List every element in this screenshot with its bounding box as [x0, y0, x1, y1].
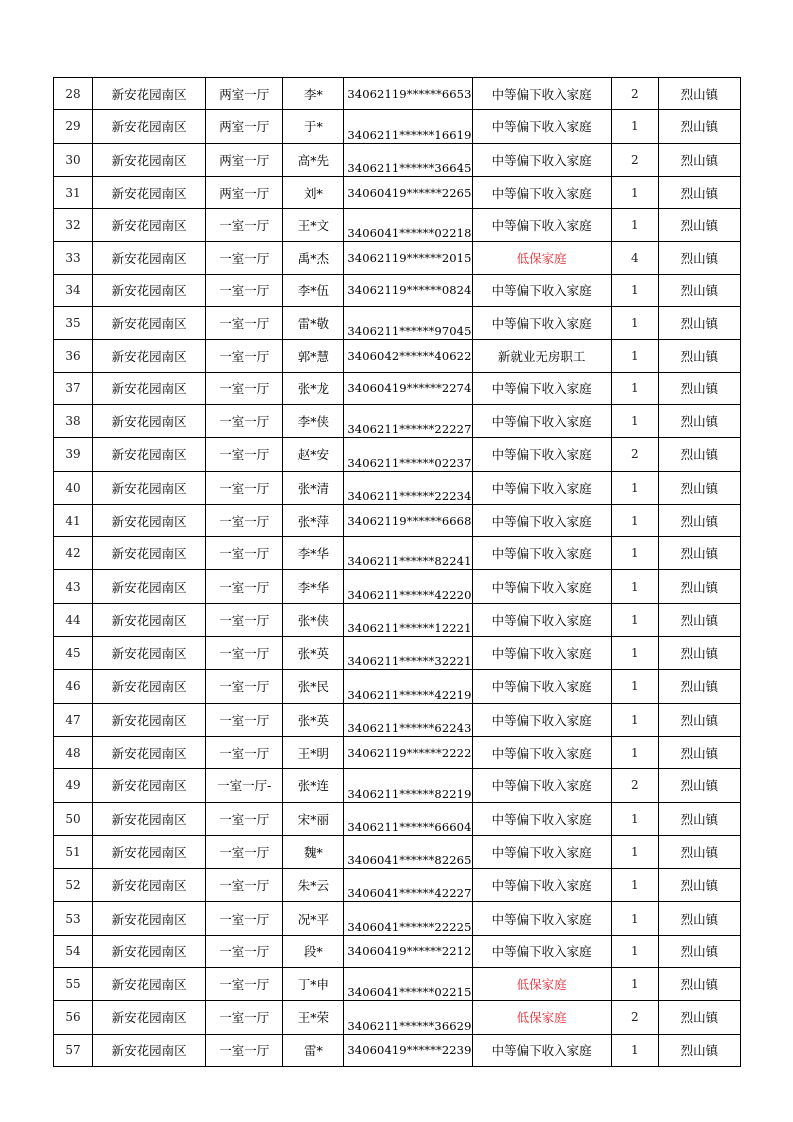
row-number: 41 — [54, 504, 93, 536]
row-number: 34 — [54, 274, 93, 306]
town-cell: 烈山镇 — [658, 637, 740, 670]
unit-type-cell: 一室一厅 — [206, 968, 283, 1001]
category-cell: 中等偏下收入家庭 — [472, 143, 611, 176]
category-cell: 中等偏下收入家庭 — [472, 670, 611, 703]
id-number-cell: 3406211******66604 — [344, 802, 472, 835]
household-size-cell: 1 — [611, 902, 658, 935]
area-cell: 新安花园南区 — [93, 504, 206, 536]
row-number: 33 — [54, 242, 93, 274]
table-row — [54, 769, 741, 802]
category-cell: 中等偏下收入家庭 — [472, 274, 611, 306]
household-size-cell: 1 — [611, 802, 658, 835]
category-cell: 中等偏下收入家庭 — [472, 404, 611, 437]
name-cell: 李* — [283, 78, 344, 110]
area-cell: 新安花园南区 — [93, 736, 206, 768]
row-number: 53 — [54, 902, 93, 935]
table-row — [54, 307, 741, 340]
name-cell: 段* — [283, 935, 344, 967]
town-cell: 烈山镇 — [658, 176, 740, 208]
name-cell: 赵*安 — [283, 438, 344, 471]
town-cell: 烈山镇 — [658, 110, 740, 143]
town-cell: 烈山镇 — [658, 471, 740, 504]
category-cell: 低保家庭 — [472, 968, 611, 1001]
id-number-cell: 3406211******22234 — [344, 471, 472, 504]
name-cell: 宋*丽 — [283, 802, 344, 835]
household-size-cell: 1 — [611, 570, 658, 603]
name-cell: 张*清 — [283, 471, 344, 504]
unit-type-cell: 一室一厅 — [206, 1034, 283, 1066]
category-cell: 中等偏下收入家庭 — [472, 603, 611, 636]
area-cell: 新安花园南区 — [93, 78, 206, 110]
row-number: 36 — [54, 340, 93, 372]
area-cell: 新安花园南区 — [93, 471, 206, 504]
name-cell: 张*民 — [283, 670, 344, 703]
name-cell: 禹*杰 — [283, 242, 344, 274]
table-row — [54, 209, 741, 242]
category-cell: 中等偏下收入家庭 — [472, 209, 611, 242]
unit-type-cell: 一室一厅 — [206, 570, 283, 603]
row-number: 43 — [54, 570, 93, 603]
area-cell: 新安花园南区 — [93, 209, 206, 242]
area-cell: 新安花园南区 — [93, 404, 206, 437]
household-size-cell: 1 — [611, 307, 658, 340]
household-size-cell: 1 — [611, 703, 658, 736]
id-number-cell: 3406211******42219 — [344, 670, 472, 703]
area-cell: 新安花园南区 — [93, 274, 206, 306]
id-number-cell: 3406211******16619 — [344, 110, 472, 143]
area-cell: 新安花园南区 — [93, 802, 206, 835]
category-cell: 中等偏下收入家庭 — [472, 372, 611, 404]
town-cell: 烈山镇 — [658, 307, 740, 340]
town-cell: 烈山镇 — [658, 1034, 740, 1066]
unit-type-cell: 一室一厅- — [206, 769, 283, 802]
category-cell: 中等偏下收入家庭 — [472, 869, 611, 902]
name-cell: 王*荣 — [283, 1001, 344, 1034]
name-cell: 张*英 — [283, 703, 344, 736]
table-row — [54, 1034, 741, 1066]
row-number: 49 — [54, 769, 93, 802]
town-cell: 烈山镇 — [658, 274, 740, 306]
area-cell: 新安花园南区 — [93, 176, 206, 208]
row-number: 45 — [54, 637, 93, 670]
table-row — [54, 935, 741, 967]
town-cell: 烈山镇 — [658, 935, 740, 967]
town-cell: 烈山镇 — [658, 736, 740, 768]
table-row — [54, 537, 741, 570]
unit-type-cell: 一室一厅 — [206, 242, 283, 274]
unit-type-cell: 一室一厅 — [206, 307, 283, 340]
table-row — [54, 637, 741, 670]
id-number-cell: 3406211******97045 — [344, 307, 472, 340]
household-size-cell: 4 — [611, 242, 658, 274]
row-number: 50 — [54, 802, 93, 835]
row-number: 46 — [54, 670, 93, 703]
table-row — [54, 736, 741, 768]
table-row — [54, 110, 741, 143]
household-size-cell: 1 — [611, 176, 658, 208]
table-row — [54, 968, 741, 1001]
row-number: 30 — [54, 143, 93, 176]
category-cell: 中等偏下收入家庭 — [472, 935, 611, 967]
row-number: 56 — [54, 1001, 93, 1034]
town-cell: 烈山镇 — [658, 835, 740, 868]
household-size-cell: 2 — [611, 438, 658, 471]
table-row — [54, 504, 741, 536]
table-row — [54, 340, 741, 372]
name-cell: 雷* — [283, 1034, 344, 1066]
area-cell: 新安花园南区 — [93, 835, 206, 868]
unit-type-cell: 两室一厅 — [206, 78, 283, 110]
town-cell: 烈山镇 — [658, 968, 740, 1001]
area-cell: 新安花园南区 — [93, 769, 206, 802]
row-number: 28 — [54, 78, 93, 110]
id-number-cell: 3406041******22225 — [344, 902, 472, 935]
name-cell: 魏* — [283, 835, 344, 868]
unit-type-cell: 一室一厅 — [206, 603, 283, 636]
area-cell: 新安花园南区 — [93, 637, 206, 670]
name-cell: 张*英 — [283, 637, 344, 670]
category-cell: 中等偏下收入家庭 — [472, 902, 611, 935]
id-number-cell: 3406211******12221 — [344, 603, 472, 636]
category-cell: 中等偏下收入家庭 — [472, 176, 611, 208]
category-cell: 中等偏下收入家庭 — [472, 769, 611, 802]
household-size-cell: 1 — [611, 372, 658, 404]
unit-type-cell: 一室一厅 — [206, 1001, 283, 1034]
id-number-cell: 34062119******2222 — [344, 736, 472, 768]
household-size-cell: 1 — [611, 736, 658, 768]
town-cell: 烈山镇 — [658, 404, 740, 437]
row-number: 42 — [54, 537, 93, 570]
area-cell: 新安花园南区 — [93, 110, 206, 143]
category-cell: 中等偏下收入家庭 — [472, 438, 611, 471]
name-cell: 李*华 — [283, 537, 344, 570]
area-cell: 新安花园南区 — [93, 242, 206, 274]
area-cell: 新安花园南区 — [93, 438, 206, 471]
area-cell: 新安花园南区 — [93, 603, 206, 636]
area-cell: 新安花园南区 — [93, 935, 206, 967]
unit-type-cell: 一室一厅 — [206, 438, 283, 471]
category-cell: 中等偏下收入家庭 — [472, 703, 611, 736]
name-cell: 况*平 — [283, 902, 344, 935]
unit-type-cell: 一室一厅 — [206, 637, 283, 670]
unit-type-cell: 一室一厅 — [206, 703, 283, 736]
row-number: 32 — [54, 209, 93, 242]
name-cell: 张*龙 — [283, 372, 344, 404]
unit-type-cell: 一室一厅 — [206, 471, 283, 504]
town-cell: 烈山镇 — [658, 372, 740, 404]
category-cell: 中等偏下收入家庭 — [472, 537, 611, 570]
table-row — [54, 869, 741, 902]
town-cell: 烈山镇 — [658, 802, 740, 835]
category-cell: 中等偏下收入家庭 — [472, 1034, 611, 1066]
area-cell: 新安花园南区 — [93, 703, 206, 736]
area-cell: 新安花园南区 — [93, 1001, 206, 1034]
table-row — [54, 835, 741, 868]
row-number: 48 — [54, 736, 93, 768]
row-number: 38 — [54, 404, 93, 437]
area-cell: 新安花园南区 — [93, 1034, 206, 1066]
row-number: 37 — [54, 372, 93, 404]
category-cell: 中等偏下收入家庭 — [472, 110, 611, 143]
table-row — [54, 703, 741, 736]
household-size-cell: 1 — [611, 110, 658, 143]
household-size-cell: 2 — [611, 143, 658, 176]
id-number-cell: 3406211******36645 — [344, 143, 472, 176]
name-cell: 李*侠 — [283, 404, 344, 437]
name-cell: 李*伍 — [283, 274, 344, 306]
table-row — [54, 438, 741, 471]
id-number-cell: 3406211******62243 — [344, 703, 472, 736]
household-size-cell: 2 — [611, 1001, 658, 1034]
name-cell: 朱*云 — [283, 869, 344, 902]
unit-type-cell: 一室一厅 — [206, 935, 283, 967]
category-cell: 中等偏下收入家庭 — [472, 736, 611, 768]
household-size-cell: 1 — [611, 637, 658, 670]
table-row — [54, 570, 741, 603]
town-cell: 烈山镇 — [658, 537, 740, 570]
table-row — [54, 802, 741, 835]
unit-type-cell: 一室一厅 — [206, 209, 283, 242]
area-cell: 新安花园南区 — [93, 372, 206, 404]
table-row — [54, 176, 741, 208]
table-row — [54, 603, 741, 636]
row-number: 35 — [54, 307, 93, 340]
row-number: 40 — [54, 471, 93, 504]
area-cell: 新安花园南区 — [93, 968, 206, 1001]
table-row — [54, 1001, 741, 1034]
id-number-cell: 3406041******82265 — [344, 835, 472, 868]
name-cell: 郭*慧 — [283, 340, 344, 372]
table-row — [54, 78, 741, 110]
table-row — [54, 143, 741, 176]
category-cell: 中等偏下收入家庭 — [472, 637, 611, 670]
id-number-cell: 3406041******02218 — [344, 209, 472, 242]
household-size-cell: 1 — [611, 504, 658, 536]
town-cell: 烈山镇 — [658, 438, 740, 471]
household-size-cell: 1 — [611, 471, 658, 504]
category-cell: 低保家庭 — [472, 242, 611, 274]
name-cell: 王*文 — [283, 209, 344, 242]
area-cell: 新安花园南区 — [93, 307, 206, 340]
area-cell: 新安花园南区 — [93, 902, 206, 935]
category-cell: 中等偏下收入家庭 — [472, 471, 611, 504]
id-number-cell: 3406211******82219 — [344, 769, 472, 802]
allocation-table — [53, 77, 741, 1067]
id-number-cell: 3406211******02237 — [344, 438, 472, 471]
name-cell: 张*连 — [283, 769, 344, 802]
household-size-cell: 1 — [611, 935, 658, 967]
name-cell: 张*萍 — [283, 504, 344, 536]
household-size-cell: 1 — [611, 603, 658, 636]
town-cell: 烈山镇 — [658, 603, 740, 636]
household-size-cell: 1 — [611, 968, 658, 1001]
town-cell: 烈山镇 — [658, 769, 740, 802]
table-row — [54, 902, 741, 935]
id-number-cell: 3406041******42227 — [344, 869, 472, 902]
unit-type-cell: 两室一厅 — [206, 176, 283, 208]
area-cell: 新安花园南区 — [93, 570, 206, 603]
town-cell: 烈山镇 — [658, 902, 740, 935]
id-number-cell: 3406211******22227 — [344, 404, 472, 437]
name-cell: 刘* — [283, 176, 344, 208]
category-cell: 中等偏下收入家庭 — [472, 78, 611, 110]
category-cell: 新就业无房职工 — [472, 340, 611, 372]
id-number-cell: 34060419******2265 — [344, 176, 472, 208]
table-row — [54, 372, 741, 404]
id-number-cell: 3406041******02215 — [344, 968, 472, 1001]
category-cell: 低保家庭 — [472, 1001, 611, 1034]
unit-type-cell: 一室一厅 — [206, 835, 283, 868]
row-number: 54 — [54, 935, 93, 967]
category-cell: 中等偏下收入家庭 — [472, 504, 611, 536]
household-size-cell: 1 — [611, 869, 658, 902]
row-number: 55 — [54, 968, 93, 1001]
table-row — [54, 670, 741, 703]
area-cell: 新安花园南区 — [93, 340, 206, 372]
table-row — [54, 471, 741, 504]
id-number-cell: 3406211******36629 — [344, 1001, 472, 1034]
id-number-cell: 34062119******6653 — [344, 78, 472, 110]
name-cell: 丁*申 — [283, 968, 344, 1001]
town-cell: 烈山镇 — [658, 1001, 740, 1034]
household-size-cell: 1 — [611, 1034, 658, 1066]
unit-type-cell: 一室一厅 — [206, 274, 283, 306]
category-cell: 中等偏下收入家庭 — [472, 570, 611, 603]
unit-type-cell: 一室一厅 — [206, 802, 283, 835]
id-number-cell: 34060419******2239 — [344, 1034, 472, 1066]
row-number: 29 — [54, 110, 93, 143]
unit-type-cell: 一室一厅 — [206, 869, 283, 902]
unit-type-cell: 一室一厅 — [206, 372, 283, 404]
town-cell: 烈山镇 — [658, 242, 740, 274]
row-number: 39 — [54, 438, 93, 471]
town-cell: 烈山镇 — [658, 340, 740, 372]
category-cell: 中等偏下收入家庭 — [472, 802, 611, 835]
unit-type-cell: 一室一厅 — [206, 340, 283, 372]
unit-type-cell: 一室一厅 — [206, 670, 283, 703]
household-size-cell: 1 — [611, 274, 658, 306]
area-cell: 新安花园南区 — [93, 869, 206, 902]
household-size-cell: 1 — [611, 340, 658, 372]
area-cell: 新安花园南区 — [93, 670, 206, 703]
area-cell: 新安花园南区 — [93, 143, 206, 176]
table-row — [54, 404, 741, 437]
id-number-cell: 34062119******0824 — [344, 274, 472, 306]
household-size-cell: 1 — [611, 670, 658, 703]
household-size-cell: 1 — [611, 404, 658, 437]
household-size-cell: 2 — [611, 769, 658, 802]
household-size-cell: 1 — [611, 209, 658, 242]
unit-type-cell: 两室一厅 — [206, 143, 283, 176]
id-number-cell: 3406042******40622 — [344, 340, 472, 372]
row-number: 52 — [54, 869, 93, 902]
table-row — [54, 242, 741, 274]
town-cell: 烈山镇 — [658, 570, 740, 603]
id-number-cell: 3406211******82241 — [344, 537, 472, 570]
household-size-cell: 1 — [611, 835, 658, 868]
id-number-cell: 3406211******42220 — [344, 570, 472, 603]
category-cell: 中等偏下收入家庭 — [472, 835, 611, 868]
town-cell: 烈山镇 — [658, 143, 740, 176]
unit-type-cell: 两室一厅 — [206, 110, 283, 143]
town-cell: 烈山镇 — [658, 209, 740, 242]
id-number-cell: 34062119******2015 — [344, 242, 472, 274]
id-number-cell: 34062119******6668 — [344, 504, 472, 536]
town-cell: 烈山镇 — [658, 869, 740, 902]
id-number-cell: 34060419******2212 — [344, 935, 472, 967]
name-cell: 张*侠 — [283, 603, 344, 636]
town-cell: 烈山镇 — [658, 78, 740, 110]
id-number-cell: 34060419******2274 — [344, 372, 472, 404]
unit-type-cell: 一室一厅 — [206, 902, 283, 935]
household-size-cell: 1 — [611, 537, 658, 570]
row-number: 31 — [54, 176, 93, 208]
unit-type-cell: 一室一厅 — [206, 504, 283, 536]
name-cell: 雷*敬 — [283, 307, 344, 340]
town-cell: 烈山镇 — [658, 504, 740, 536]
row-number: 47 — [54, 703, 93, 736]
allocation-sheet — [53, 77, 741, 1067]
name-cell: 于* — [283, 110, 344, 143]
name-cell: 李*华 — [283, 570, 344, 603]
row-number: 57 — [54, 1034, 93, 1066]
unit-type-cell: 一室一厅 — [206, 537, 283, 570]
table-body — [54, 78, 741, 1067]
category-cell: 中等偏下收入家庭 — [472, 307, 611, 340]
table-row — [54, 274, 741, 306]
id-number-cell: 3406211******32221 — [344, 637, 472, 670]
row-number: 51 — [54, 835, 93, 868]
row-number: 44 — [54, 603, 93, 636]
household-size-cell: 2 — [611, 78, 658, 110]
unit-type-cell: 一室一厅 — [206, 404, 283, 437]
town-cell: 烈山镇 — [658, 703, 740, 736]
town-cell: 烈山镇 — [658, 670, 740, 703]
name-cell: 王*明 — [283, 736, 344, 768]
area-cell: 新安花园南区 — [93, 537, 206, 570]
unit-type-cell: 一室一厅 — [206, 736, 283, 768]
name-cell: 高*先 — [283, 143, 344, 176]
